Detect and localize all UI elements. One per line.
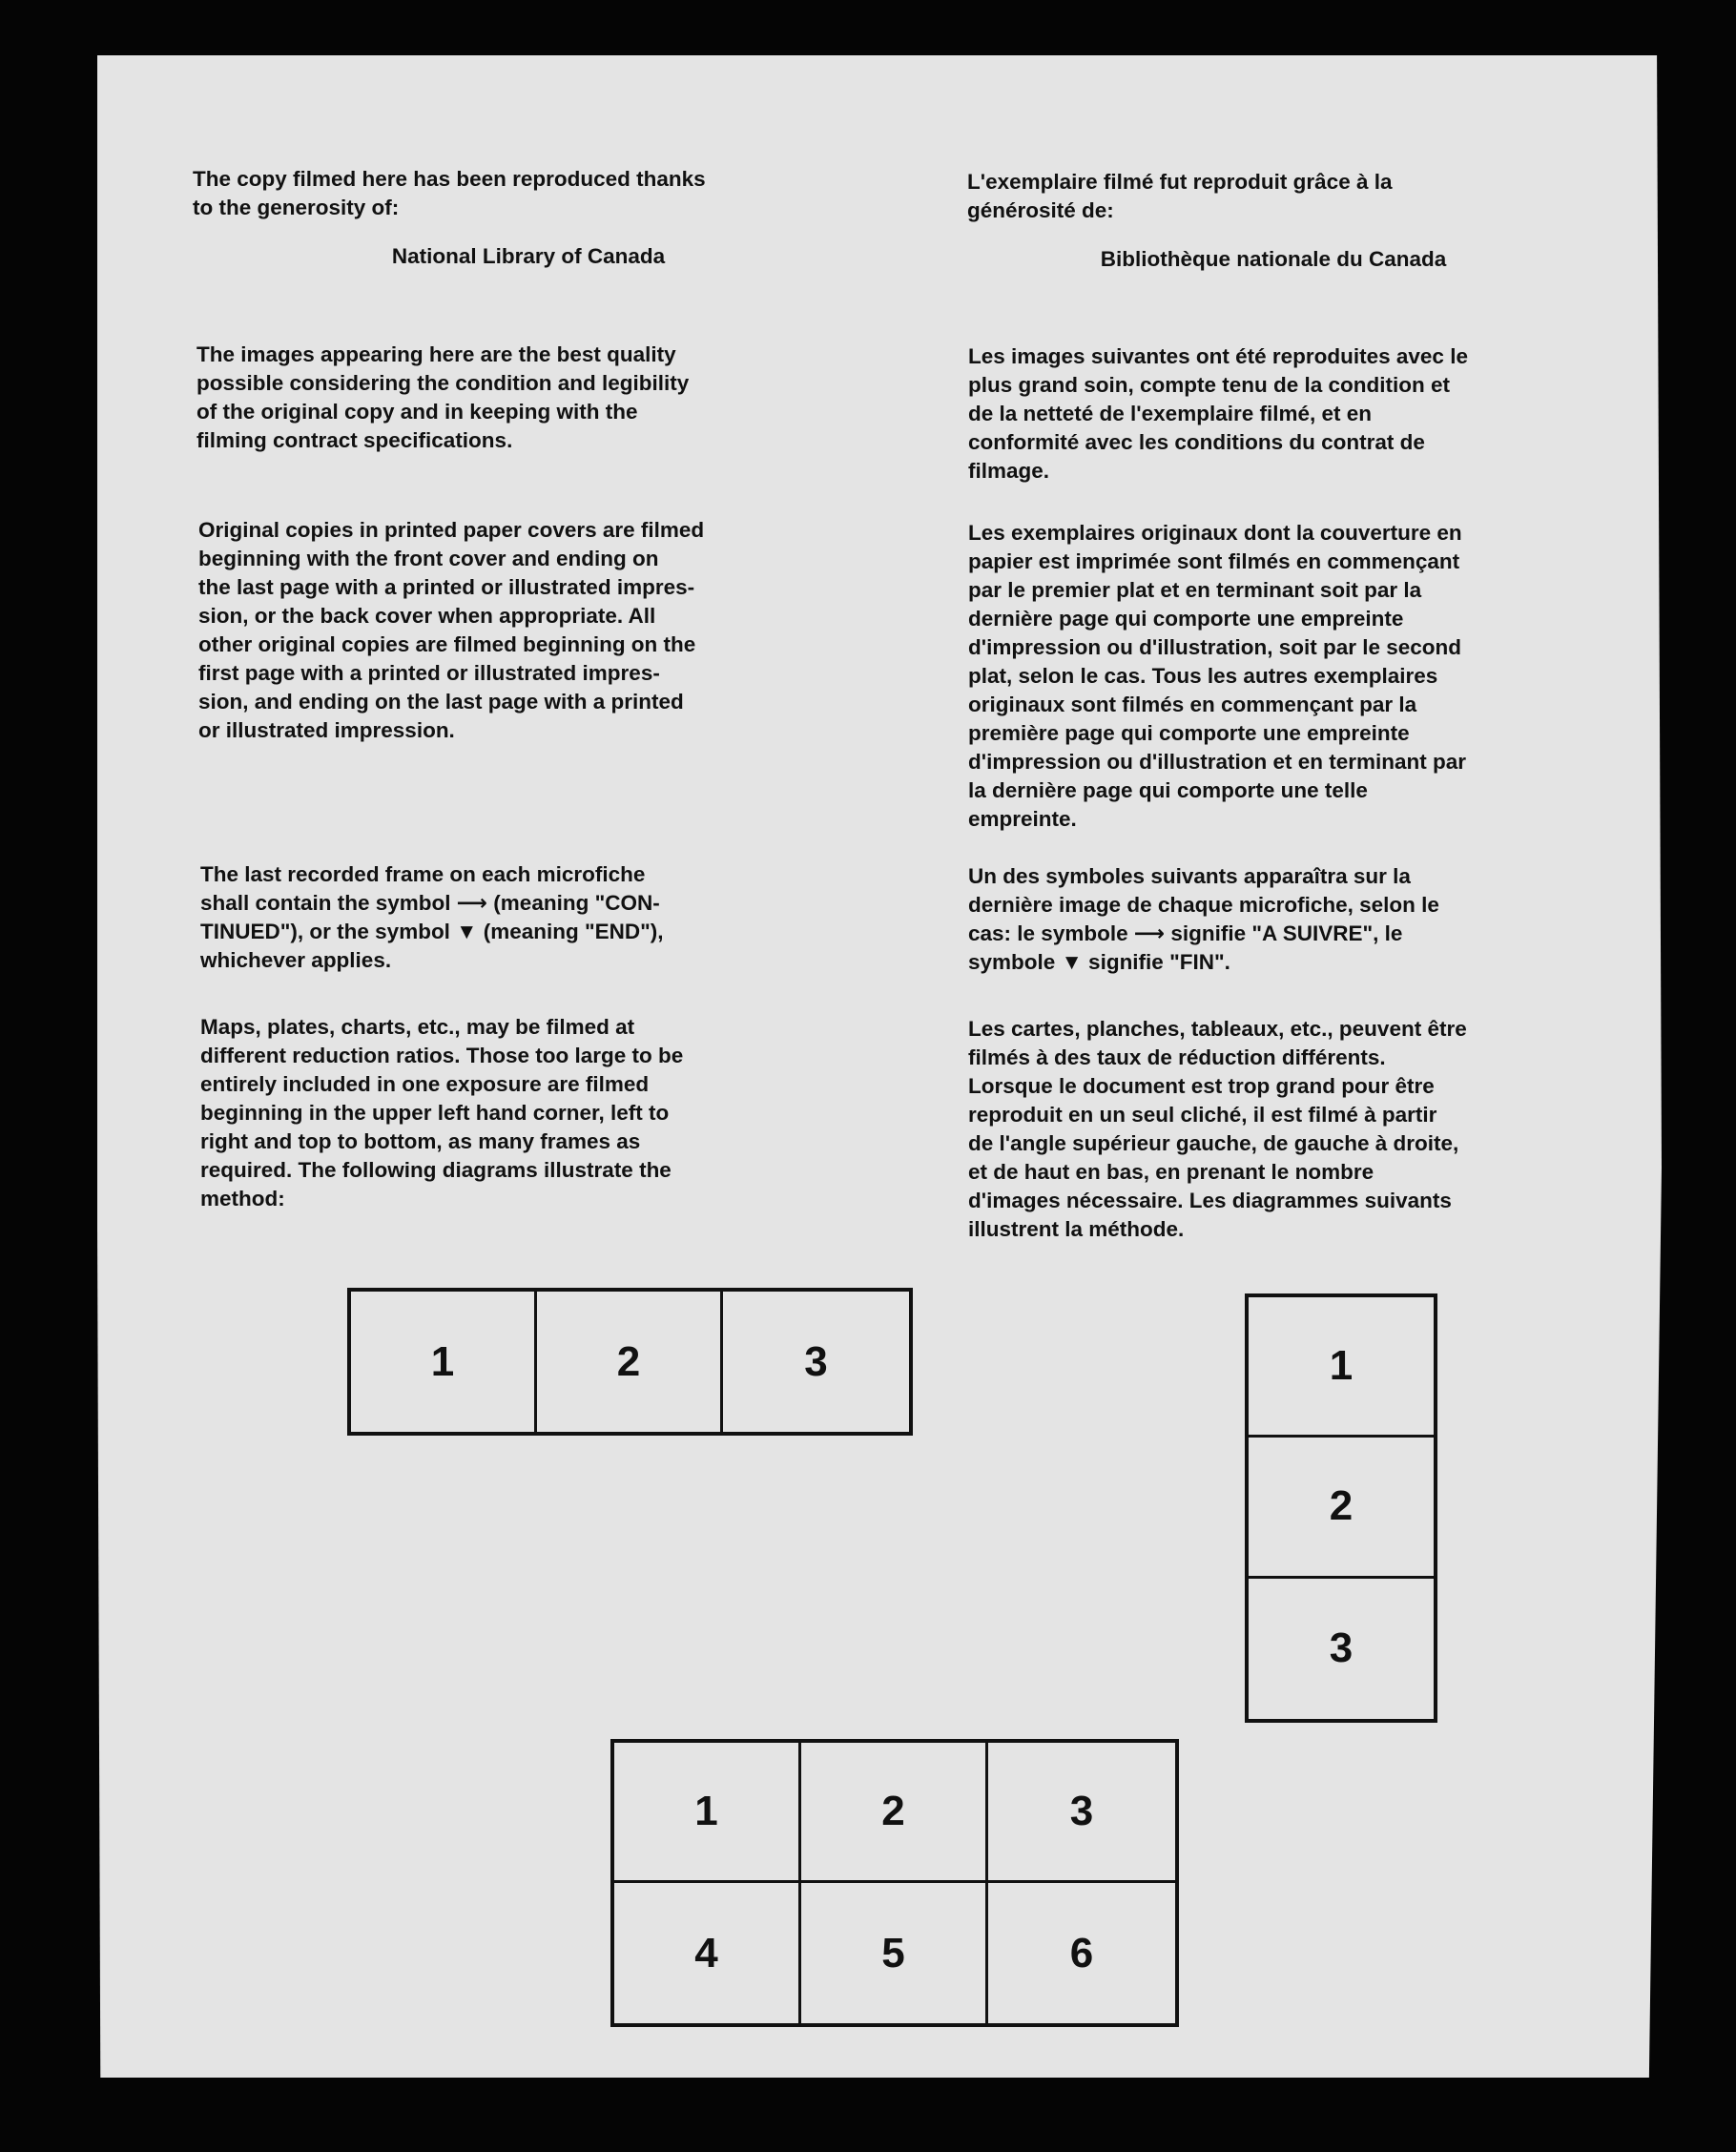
- english-credit-institution: National Library of Canada: [391, 244, 666, 268]
- frame-cell: 2: [537, 1292, 723, 1432]
- english-quality-paragraph: The images appearing here are the best quality possible considering the condition and legibility of the original copy and in keeping with the filming contract specifications.: [196, 342, 690, 452]
- french-credit-intro: L'exemplaire filmé fut reproduit grâce à la générosité de:: [967, 170, 1393, 222]
- frame-cell: 1: [351, 1292, 537, 1432]
- frame-cell: 2: [1249, 1438, 1434, 1578]
- english-maps-paragraph: Maps, plates, charts, etc., may be filmed at different reduction ratios. Those too large to be entirely included in one exposure are filmed beginning in the upper left hand corner, left to right and top to bottom, as many frames as required. The following diagrams illustrate the method:: [200, 1015, 684, 1210]
- frame-cell: 1: [614, 1743, 801, 1883]
- english-covers-paragraph: Original copies in printed paper covers are filmed beginning with the front cover and ending on the last page with a printed or illustrated impres- sion, or the back cover when appropriate. All other original copies are filmed beginning on the first page with a printed or illustrated impres- sion, and ending on the last page with a printed or illustrated impression.: [198, 518, 705, 742]
- french-quality-paragraph: Les images suivantes ont été reproduites avec le plus grand soin, compte tenu de la condition et de la netteté de l'exemplaire filmé, et en conformité avec les conditions du contrat de filmage.: [968, 344, 1468, 483]
- frame-cell: 3: [988, 1743, 1175, 1883]
- french-symbols-paragraph: Un des symboles suivants apparaîtra sur la dernière image de chaque microfiche, selon le cas: le symbole ⟶ signifie "A SUIVRE", le symbole ▼ signifie "FIN".: [968, 864, 1439, 974]
- frame-cell: 3: [1329, 1624, 1354, 1672]
- horizontal-frames-diagram: [347, 1288, 913, 1436]
- frame-cell: 5: [801, 1883, 988, 2023]
- french-maps-paragraph: Les cartes, planches, tableaux, etc., peuvent être filmés à des taux de réduction différents. Lorsque le document est trop grand pour être reproduit en un seul cliché, il est filmé à partir de l'angle supérieur gauche, de gauche à droite, et de haut en bas, en prenant le nombre d'images nécessaire. Les diagrammes suivants illustrent la méthode.: [968, 1017, 1467, 1241]
- english-symbols-paragraph: The last recorded frame on each microfiche shall contain the symbol ⟶ (meaning "CON- TINUED"), or the symbol ▼ (meaning "END"), whichever applies.: [200, 862, 664, 972]
- frame-cell: 3: [804, 1337, 828, 1385]
- french-covers-paragraph: Les exemplaires originaux dont la couverture en papier est imprimée sont filmés en commençant par le premier plat et en terminant soit par la dernière page qui comporte une empreinte d'impression ou d'illustration, soit par le second plat, selon le cas. Tous les autres exemplaires originaux sont filmés en commençant par la première page qui comporte une empreinte d'impression ou d'illustration et en terminant par la dernière page qui comporte une telle empreinte.: [968, 521, 1467, 831]
- french-credit-institution: Bibliothèque nationale du Canada: [1100, 247, 1447, 271]
- vertical-frames-diagram: [1245, 1293, 1437, 1723]
- english-credit-intro: The copy filmed here has been reproduced thanks to the generosity of:: [193, 167, 706, 219]
- grid-frames-diagram: [610, 1739, 1179, 2027]
- frame-cell: 4: [614, 1883, 801, 2023]
- frame-cell: 6: [1069, 1929, 1094, 1976]
- frame-cell: 1: [1249, 1297, 1434, 1438]
- frame-cell: 2: [801, 1743, 988, 1883]
